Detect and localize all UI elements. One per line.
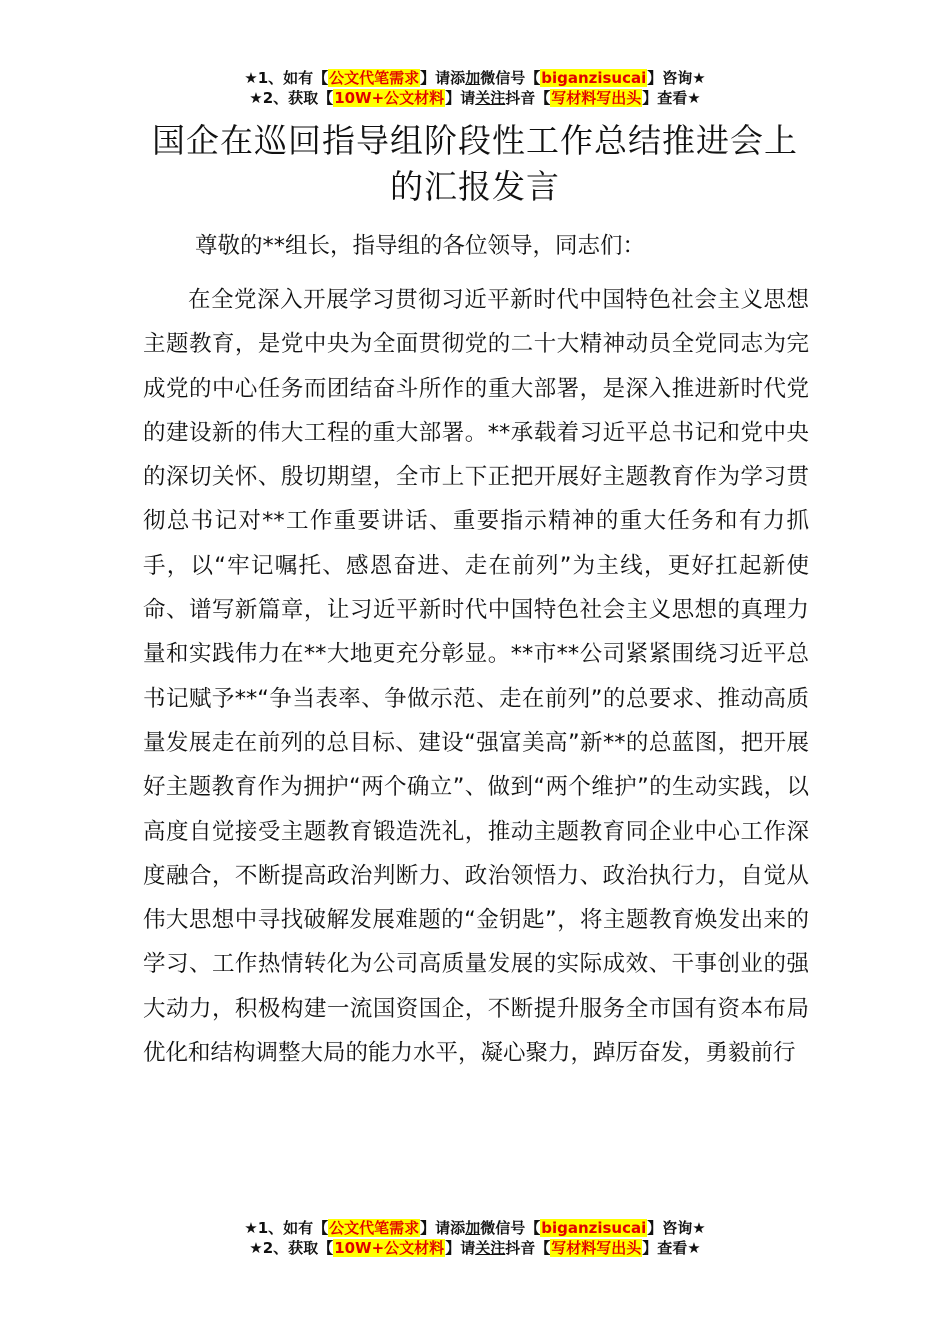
banner-text: 微信号【 <box>480 69 541 87</box>
banner-text: 】咨询★ <box>647 1219 706 1237</box>
banner-highlight: 公文代笔需求 <box>329 69 420 87</box>
banner-highlight: 公文代笔需求 <box>329 1219 420 1237</box>
header-banner <box>0 68 950 108</box>
document-title: 国企在巡回指导组阶段性工作总结推进会上的汇报发言 <box>152 121 798 206</box>
banner-text: ★1、如有【 <box>244 69 329 87</box>
banner-text: 抖音【 <box>505 1239 551 1257</box>
banner-underlined-text: 加 <box>465 69 481 87</box>
banner-underlined-text: 加 <box>465 1219 481 1237</box>
banner-text: 】请 <box>445 89 476 107</box>
footer-banner <box>0 1218 950 1258</box>
banner-highlight: 写材料写出头 <box>551 1239 642 1257</box>
banner-text: ★2、获取【 <box>249 1239 334 1257</box>
banner-text: ★1、如有【 <box>244 1219 329 1237</box>
banner-text: 】咨询★ <box>647 69 706 87</box>
banner-highlight: 写材料写出头 <box>551 89 642 107</box>
banner-line-1 <box>0 68 950 88</box>
banner-line-2 <box>0 88 950 108</box>
banner-underlined-text: 关注 <box>475 1239 506 1257</box>
banner-text: 】请 <box>445 1239 476 1257</box>
banner-text: 】请添 <box>420 1219 466 1237</box>
salutation: 尊敬的**组长，指导组的各位领导，同志们： <box>195 233 646 259</box>
body-paragraph: 在全党深入开展学习贯彻习近平新时代中国特色社会主义思想主题教育，是党中央为全面贯彻党的二十大精神动员全党同志为完成党的中心任务而团结奋斗所作的重大部署，是深入推进新时代党的建设新的伟大工程的重大部署。**承载着习近平总书记和党中央的深切关怀、殷切期望，全市上下正把开展好主题教育作为学习贯彻总书记对**工作重要讲话、重要指示精神的重大任务和有力抓手，以“牢记嘱托、感恩奋进、走在前列”为主线，更好扛起新使命、谱写新篇章，让习近平新时代中国特色社会主义思想的真理力量和实践伟力在**大地更充分彰显。**市**公司紧紧围绕习近平总书记赋予**“争当表率、争做示范、走在前列”的总要求、推动高质量发展走在前列的总目标、建设“强富美高”新**的总蓝图，把开展好主题教育作为拥护“两个确立”、做到“两个维护”的生动实践，以高度自觉接受主题教育锻造洗礼，推动主题教育同企业中心工作深度融合，不断提高政治判断力、政治领悟力、政治执行力，自觉从伟大思想中寻找破解发展难题的“金钥匙”，将主题教育焕发出来的学习、工作热情转化为公司高质量发展的实际成效、干事创业的强大动力，积极构建一流国资国企，不断提升服务全市国有资本布局优化和结构调整大局的能力水平，凝心聚力，踔厉奋发，勇毅前行 <box>143 287 809 1067</box>
banner-text: ★2、获取【 <box>249 89 334 107</box>
banner-highlight: biganzisucai <box>541 69 647 87</box>
banner-highlight: biganzisucai <box>541 1219 647 1237</box>
banner-line-2 <box>0 1238 950 1258</box>
banner-text: 抖音【 <box>505 89 551 107</box>
banner-underlined-text: 关注 <box>475 89 506 107</box>
banner-text: 微信号【 <box>480 1219 541 1237</box>
banner-text: 】请添 <box>420 69 466 87</box>
banner-highlight: 10W+公文材料 <box>334 89 445 107</box>
banner-line-1 <box>0 1218 950 1238</box>
banner-text: 】查看★ <box>642 1239 701 1257</box>
banner-highlight: 10W+公文材料 <box>334 1239 445 1257</box>
banner-text: 】查看★ <box>642 89 701 107</box>
